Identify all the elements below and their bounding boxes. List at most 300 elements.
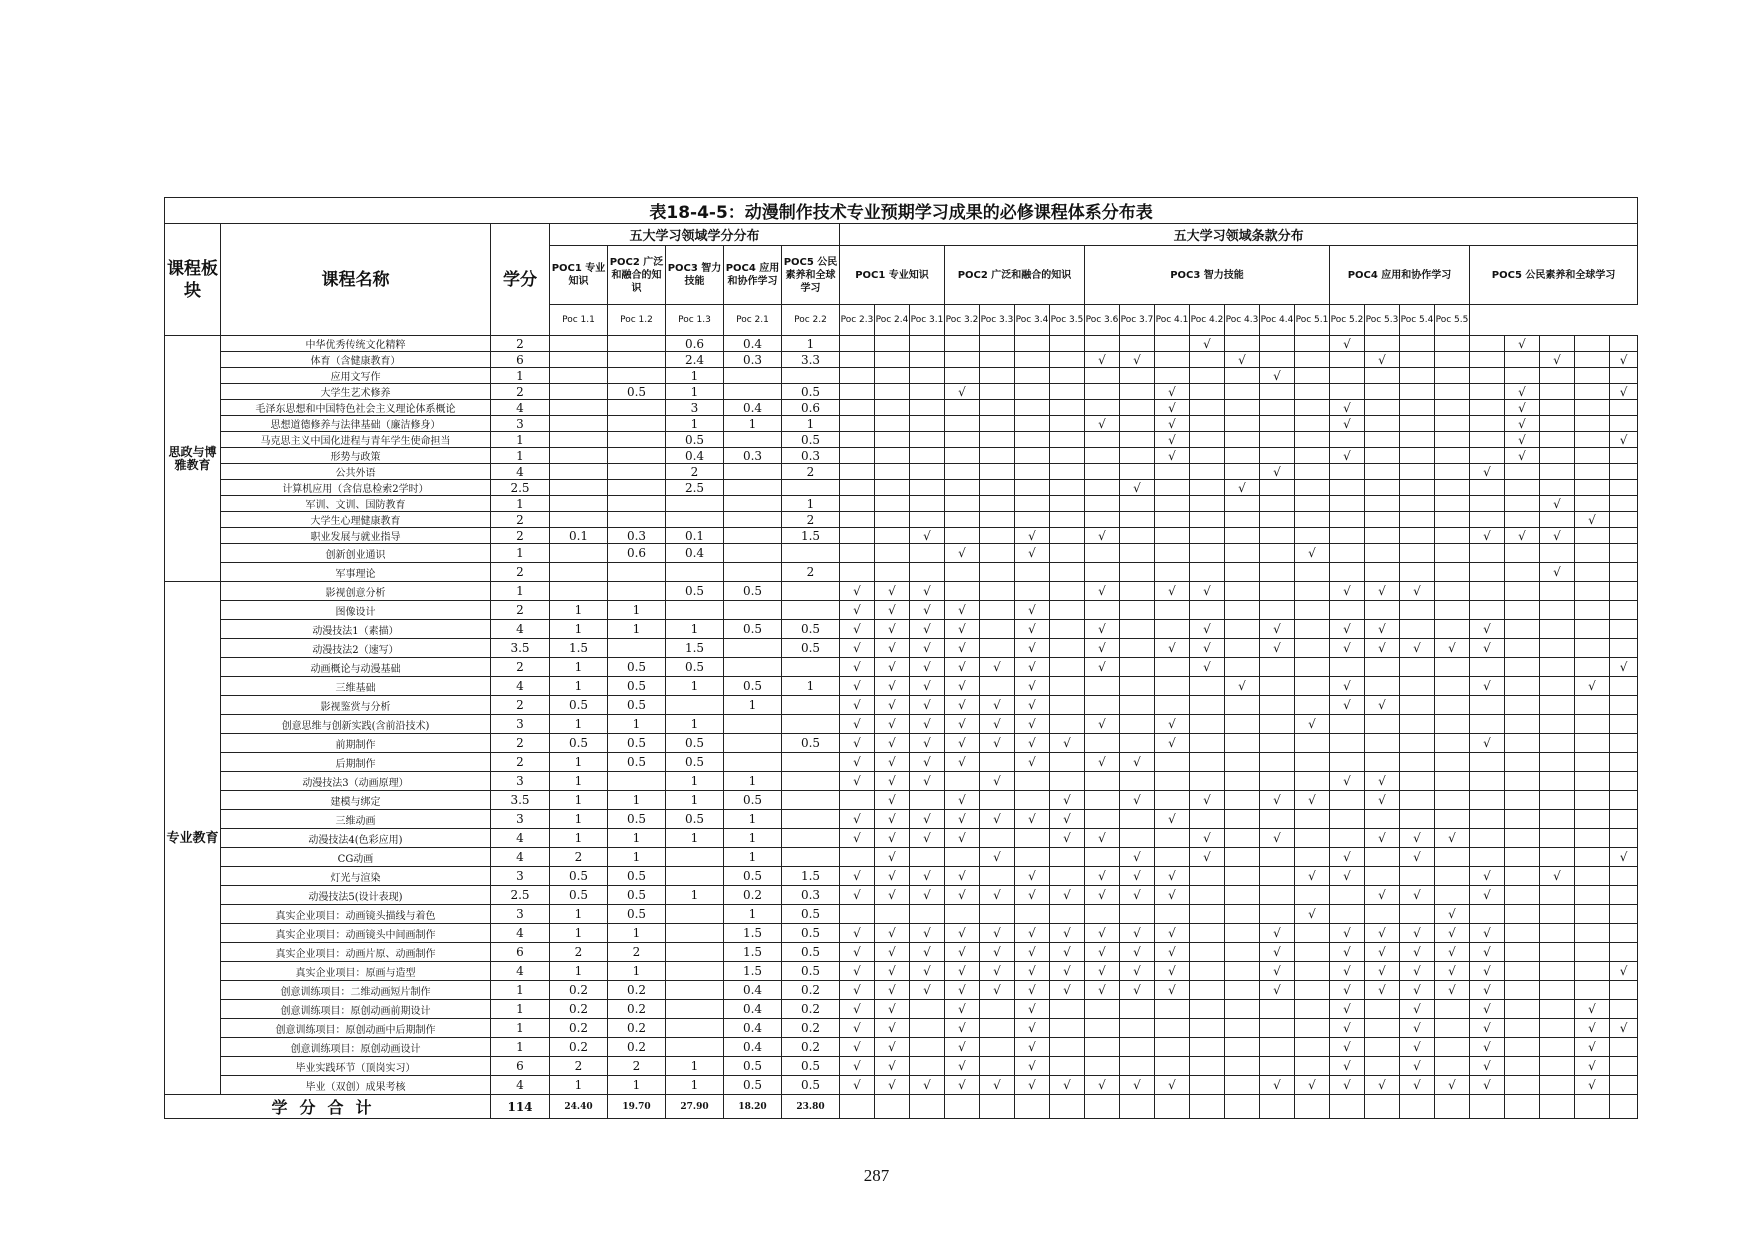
- empty-cell: [1155, 1019, 1190, 1038]
- total-label: 学分合计: [165, 1095, 491, 1119]
- empty-cell: [1155, 464, 1190, 480]
- check-mark: √: [1435, 924, 1470, 943]
- empty-cell: [1365, 1000, 1400, 1019]
- empty-cell: [1225, 791, 1260, 810]
- course-name: 三维基础: [221, 677, 491, 696]
- empty-cell: [1540, 368, 1575, 384]
- empty-cell: [1330, 810, 1365, 829]
- empty-cell: [840, 544, 875, 563]
- empty-cell: [840, 448, 875, 464]
- check-mark: √: [1330, 620, 1365, 639]
- empty-cell: [1470, 368, 1505, 384]
- empty-cell: [1505, 1057, 1540, 1076]
- check-mark: √: [1365, 639, 1400, 658]
- check-mark: √: [1085, 416, 1120, 432]
- empty-cell: [1120, 512, 1155, 528]
- course-name: 大学生艺术修养: [221, 384, 491, 400]
- check-mark: √: [1540, 352, 1575, 368]
- empty-cell: [1225, 1000, 1260, 1019]
- poc-sub-header: Poc 3.6: [1085, 305, 1120, 336]
- check-mark: √: [1155, 867, 1190, 886]
- check-mark: √: [1085, 1076, 1120, 1095]
- check-mark: √: [945, 639, 980, 658]
- poc-credit-header-4: POC4 应用和协作学习: [724, 246, 782, 305]
- empty-cell: [1505, 496, 1540, 512]
- poc-credit-value: 0.5: [724, 677, 782, 696]
- check-mark: √: [1155, 582, 1190, 601]
- empty-cell: [945, 448, 980, 464]
- check-mark: √: [1435, 981, 1470, 1000]
- poc-credit-value: 1: [666, 772, 724, 791]
- empty-cell: [1050, 848, 1085, 867]
- empty-cell: [1015, 1095, 1050, 1119]
- course-name: 三维动画: [221, 810, 491, 829]
- empty-cell: [1470, 601, 1505, 620]
- check-mark: √: [1260, 791, 1295, 810]
- check-mark: √: [1190, 658, 1225, 677]
- empty-cell: [1435, 1095, 1470, 1119]
- check-mark: √: [1120, 886, 1155, 905]
- empty-cell: [1155, 496, 1190, 512]
- check-mark: √: [980, 981, 1015, 1000]
- course-name: 创新创业通识: [221, 544, 491, 563]
- poc-credit-value: 1: [550, 772, 608, 791]
- course-credit: 4: [491, 962, 550, 981]
- empty-cell: [980, 677, 1015, 696]
- empty-cell: [1295, 696, 1330, 715]
- empty-cell: [840, 848, 875, 867]
- check-mark: √: [1155, 981, 1190, 1000]
- check-mark: √: [875, 924, 910, 943]
- empty-cell: [840, 563, 875, 582]
- course-name: 动漫技法1（素描）: [221, 620, 491, 639]
- empty-cell: [1050, 1019, 1085, 1038]
- poc-credit-value: [550, 464, 608, 480]
- poc-credit-value: 0.5: [782, 620, 840, 639]
- poc-credit-value: 1: [550, 658, 608, 677]
- empty-cell: [1015, 400, 1050, 416]
- poc-credit-value: [550, 544, 608, 563]
- table-row: [165, 981, 1638, 1000]
- empty-cell: [1085, 544, 1120, 563]
- check-mark: √: [1330, 1038, 1365, 1057]
- check-mark: √: [1365, 352, 1400, 368]
- empty-cell: [1155, 905, 1190, 924]
- poc-credit-value: 2: [608, 943, 666, 962]
- empty-cell: [1050, 512, 1085, 528]
- check-mark: √: [1610, 658, 1638, 677]
- empty-cell: [980, 432, 1015, 448]
- poc-sub-header: Poc 3.7: [1120, 305, 1155, 336]
- empty-cell: [1365, 867, 1400, 886]
- empty-cell: [1540, 416, 1575, 432]
- empty-cell: [1015, 496, 1050, 512]
- course-credit: 2: [491, 601, 550, 620]
- empty-cell: [1225, 905, 1260, 924]
- check-mark: √: [1155, 432, 1190, 448]
- empty-cell: [1540, 601, 1575, 620]
- empty-cell: [1540, 1057, 1575, 1076]
- poc-credit-header-1: POC1 专业知识: [550, 246, 608, 305]
- check-mark: √: [875, 886, 910, 905]
- check-mark: √: [1470, 1076, 1505, 1095]
- empty-cell: [945, 512, 980, 528]
- empty-cell: [840, 432, 875, 448]
- table-row: [165, 677, 1638, 696]
- check-mark: √: [910, 1076, 945, 1095]
- check-mark: √: [910, 943, 945, 962]
- check-mark: √: [1295, 1076, 1330, 1095]
- empty-cell: [1505, 464, 1540, 480]
- empty-cell: [1085, 1019, 1120, 1038]
- poc-credit-value: [724, 528, 782, 544]
- poc-credit-value: 0.2: [782, 1038, 840, 1057]
- check-mark: √: [1155, 416, 1190, 432]
- empty-cell: [1085, 512, 1120, 528]
- check-mark: √: [840, 924, 875, 943]
- empty-cell: [1400, 512, 1435, 528]
- poc-credit-value: 1: [608, 1076, 666, 1095]
- check-mark: √: [1470, 924, 1505, 943]
- empty-cell: [1505, 829, 1540, 848]
- empty-cell: [1295, 677, 1330, 696]
- empty-cell: [1505, 943, 1540, 962]
- table-row: [165, 544, 1638, 563]
- poc-clause-group-header-1: POC1 专业知识: [840, 246, 945, 305]
- empty-cell: [1190, 400, 1225, 416]
- empty-cell: [1225, 448, 1260, 464]
- check-mark: √: [1540, 528, 1575, 544]
- empty-cell: [1575, 981, 1610, 1000]
- check-mark: √: [1330, 639, 1365, 658]
- empty-cell: [1470, 1095, 1505, 1119]
- check-mark: √: [910, 639, 945, 658]
- empty-cell: [1365, 512, 1400, 528]
- empty-cell: [1435, 416, 1470, 432]
- empty-cell: [1505, 639, 1540, 658]
- empty-cell: [840, 480, 875, 496]
- empty-cell: [1330, 544, 1365, 563]
- empty-cell: [1575, 848, 1610, 867]
- poc-credit-value: 0.6: [608, 544, 666, 563]
- empty-cell: [1190, 981, 1225, 1000]
- empty-cell: [980, 416, 1015, 432]
- check-mark: √: [1435, 829, 1470, 848]
- check-mark: √: [1365, 791, 1400, 810]
- empty-cell: [1295, 848, 1330, 867]
- empty-cell: [1330, 601, 1365, 620]
- empty-cell: [1120, 905, 1155, 924]
- empty-cell: [1470, 848, 1505, 867]
- empty-cell: [1085, 480, 1120, 496]
- check-mark: √: [1260, 464, 1295, 480]
- check-mark: √: [910, 962, 945, 981]
- empty-cell: [1260, 1000, 1295, 1019]
- empty-cell: [1295, 772, 1330, 791]
- check-mark: √: [840, 696, 875, 715]
- check-mark: √: [1120, 962, 1155, 981]
- empty-cell: [1400, 400, 1435, 416]
- check-mark: √: [1330, 677, 1365, 696]
- poc-credit-value: 2: [782, 563, 840, 582]
- empty-cell: [875, 905, 910, 924]
- column-header-credit: 学分: [491, 224, 550, 336]
- empty-cell: [1225, 867, 1260, 886]
- poc-credit-value: [724, 544, 782, 563]
- empty-cell: [1295, 582, 1330, 601]
- check-mark: √: [1435, 639, 1470, 658]
- check-mark: √: [1155, 1076, 1190, 1095]
- empty-cell: [945, 464, 980, 480]
- module-cell: 思政与博雅教育: [165, 336, 221, 582]
- empty-cell: [1225, 962, 1260, 981]
- course-name: 影视鉴赏与分析: [221, 696, 491, 715]
- poc-credit-value: 1: [724, 416, 782, 432]
- empty-cell: [1470, 810, 1505, 829]
- empty-cell: [1575, 620, 1610, 639]
- poc-sub-header: Poc 5.3: [1365, 305, 1400, 336]
- empty-cell: [1260, 480, 1295, 496]
- check-mark: √: [1330, 1019, 1365, 1038]
- empty-cell: [1540, 1095, 1575, 1119]
- check-mark: √: [1470, 464, 1505, 480]
- empty-cell: [1225, 810, 1260, 829]
- poc-credit-value: 0.5: [666, 753, 724, 772]
- check-mark: √: [1505, 528, 1540, 544]
- empty-cell: [1470, 563, 1505, 582]
- empty-cell: [1540, 772, 1575, 791]
- empty-cell: [1400, 715, 1435, 734]
- course-credit: 6: [491, 1057, 550, 1076]
- check-mark: √: [1575, 1057, 1610, 1076]
- empty-cell: [1365, 480, 1400, 496]
- empty-cell: [1610, 528, 1638, 544]
- total-poc-credit: 24.40: [550, 1095, 608, 1119]
- poc-credit-value: 0.5: [666, 810, 724, 829]
- course-credit: 2.5: [491, 886, 550, 905]
- empty-cell: [1260, 905, 1295, 924]
- empty-cell: [1120, 336, 1155, 352]
- empty-cell: [1505, 658, 1540, 677]
- poc-credit-value: 0.5: [608, 734, 666, 753]
- empty-cell: [1540, 1000, 1575, 1019]
- poc-credit-value: [666, 848, 724, 867]
- empty-cell: [1295, 962, 1330, 981]
- empty-cell: [1505, 1038, 1540, 1057]
- check-mark: √: [1155, 400, 1190, 416]
- poc-credit-value: 1: [724, 696, 782, 715]
- empty-cell: [1190, 715, 1225, 734]
- check-mark: √: [1260, 829, 1295, 848]
- empty-cell: [1295, 496, 1330, 512]
- check-mark: √: [1050, 924, 1085, 943]
- check-mark: √: [980, 848, 1015, 867]
- poc-credit-value: [782, 658, 840, 677]
- poc-credit-value: 1: [666, 715, 724, 734]
- empty-cell: [945, 1095, 980, 1119]
- empty-cell: [1085, 1038, 1120, 1057]
- empty-cell: [1435, 464, 1470, 480]
- empty-cell: [1190, 1057, 1225, 1076]
- poc-sub-header: Poc 1.2: [608, 305, 666, 336]
- poc-credit-value: [608, 639, 666, 658]
- empty-cell: [1435, 810, 1470, 829]
- poc-credit-value: 2: [666, 464, 724, 480]
- empty-cell: [945, 772, 980, 791]
- poc-credit-value: 1: [550, 791, 608, 810]
- empty-cell: [1295, 1000, 1330, 1019]
- empty-cell: [980, 512, 1015, 528]
- check-mark: √: [1470, 867, 1505, 886]
- empty-cell: [1225, 696, 1260, 715]
- check-mark: √: [1330, 943, 1365, 962]
- empty-cell: [1540, 962, 1575, 981]
- check-mark: √: [1260, 368, 1295, 384]
- poc-credit-value: [724, 753, 782, 772]
- empty-cell: [1365, 563, 1400, 582]
- check-mark: √: [945, 943, 980, 962]
- empty-cell: [1610, 696, 1638, 715]
- check-mark: √: [910, 734, 945, 753]
- empty-cell: [1365, 432, 1400, 448]
- empty-cell: [910, 384, 945, 400]
- check-mark: √: [1120, 352, 1155, 368]
- empty-cell: [1470, 384, 1505, 400]
- check-mark: √: [1015, 1076, 1050, 1095]
- empty-cell: [1610, 601, 1638, 620]
- empty-cell: [1155, 368, 1190, 384]
- empty-cell: [1260, 448, 1295, 464]
- empty-cell: [1260, 432, 1295, 448]
- check-mark: √: [875, 943, 910, 962]
- check-mark: √: [1015, 620, 1050, 639]
- empty-cell: [1015, 512, 1050, 528]
- empty-cell: [1260, 715, 1295, 734]
- check-mark: √: [1155, 924, 1190, 943]
- empty-cell: [1225, 512, 1260, 528]
- check-mark: √: [1190, 639, 1225, 658]
- poc-credit-value: [550, 336, 608, 352]
- empty-cell: [1330, 480, 1365, 496]
- check-mark: √: [1050, 810, 1085, 829]
- check-mark: √: [1015, 924, 1050, 943]
- check-mark: √: [1470, 886, 1505, 905]
- empty-cell: [1505, 677, 1540, 696]
- empty-cell: [1575, 810, 1610, 829]
- empty-cell: [1225, 943, 1260, 962]
- poc-credit-value: 0.5: [782, 924, 840, 943]
- poc-sub-header: Poc 5.5: [1435, 305, 1470, 336]
- check-mark: √: [1085, 981, 1120, 1000]
- check-mark: √: [910, 810, 945, 829]
- check-mark: √: [1015, 962, 1050, 981]
- course-credit: 4: [491, 620, 550, 639]
- empty-cell: [1505, 1095, 1540, 1119]
- empty-cell: [1155, 658, 1190, 677]
- empty-cell: [1330, 432, 1365, 448]
- poc-credit-value: [724, 658, 782, 677]
- check-mark: √: [1470, 639, 1505, 658]
- check-mark: √: [1470, 943, 1505, 962]
- empty-cell: [980, 544, 1015, 563]
- empty-cell: [1015, 582, 1050, 601]
- check-mark: √: [1155, 734, 1190, 753]
- check-mark: √: [1610, 848, 1638, 867]
- poc-credit-value: 1.5: [782, 528, 840, 544]
- empty-cell: [1190, 1000, 1225, 1019]
- poc-credit-value: [550, 563, 608, 582]
- empty-cell: [980, 829, 1015, 848]
- empty-cell: [1400, 384, 1435, 400]
- poc-credit-value: 3.3: [782, 352, 840, 368]
- empty-cell: [1575, 905, 1610, 924]
- poc-credit-value: 0.4: [666, 544, 724, 563]
- empty-cell: [1400, 496, 1435, 512]
- empty-cell: [1470, 480, 1505, 496]
- poc-credit-value: [608, 480, 666, 496]
- poc-credit-value: 0.4: [724, 400, 782, 416]
- poc-credit-value: [724, 639, 782, 658]
- empty-cell: [1330, 563, 1365, 582]
- empty-cell: [1610, 480, 1638, 496]
- empty-cell: [980, 1038, 1015, 1057]
- empty-cell: [1120, 1038, 1155, 1057]
- group-header-clause-distribution: 五大学习领域条款分布: [840, 224, 1638, 246]
- poc-clause-group-header-5: POC5 公民素养和全球学习: [1470, 246, 1638, 305]
- empty-cell: [1400, 464, 1435, 480]
- table-row: [165, 1000, 1638, 1019]
- empty-cell: [1330, 734, 1365, 753]
- check-mark: √: [945, 677, 980, 696]
- empty-cell: [1225, 639, 1260, 658]
- check-mark: √: [1260, 924, 1295, 943]
- empty-cell: [1190, 753, 1225, 772]
- check-mark: √: [875, 772, 910, 791]
- empty-cell: [1470, 582, 1505, 601]
- table-row: [165, 448, 1638, 464]
- table-row: [165, 384, 1638, 400]
- empty-cell: [1435, 620, 1470, 639]
- poc-credit-value: 0.2: [608, 1019, 666, 1038]
- poc-credit-value: [608, 352, 666, 368]
- check-mark: √: [1470, 1038, 1505, 1057]
- empty-cell: [875, 400, 910, 416]
- empty-cell: [1505, 981, 1540, 1000]
- poc-credit-value: [666, 696, 724, 715]
- course-credit: 2: [491, 563, 550, 582]
- check-mark: √: [1330, 1000, 1365, 1019]
- table-row: [165, 962, 1638, 981]
- check-mark: √: [1400, 1076, 1435, 1095]
- check-mark: √: [1505, 432, 1540, 448]
- check-mark: √: [1400, 639, 1435, 658]
- poc-credit-value: 1: [550, 829, 608, 848]
- poc-credit-value: [666, 1000, 724, 1019]
- check-mark: √: [1330, 416, 1365, 432]
- check-mark: √: [875, 601, 910, 620]
- check-mark: √: [1085, 715, 1120, 734]
- empty-cell: [1365, 464, 1400, 480]
- poc-credit-value: [608, 563, 666, 582]
- empty-cell: [840, 416, 875, 432]
- empty-cell: [1085, 400, 1120, 416]
- check-mark: √: [840, 981, 875, 1000]
- empty-cell: [1190, 601, 1225, 620]
- empty-cell: [980, 1057, 1015, 1076]
- empty-cell: [1400, 810, 1435, 829]
- empty-cell: [840, 528, 875, 544]
- table-row: [165, 829, 1638, 848]
